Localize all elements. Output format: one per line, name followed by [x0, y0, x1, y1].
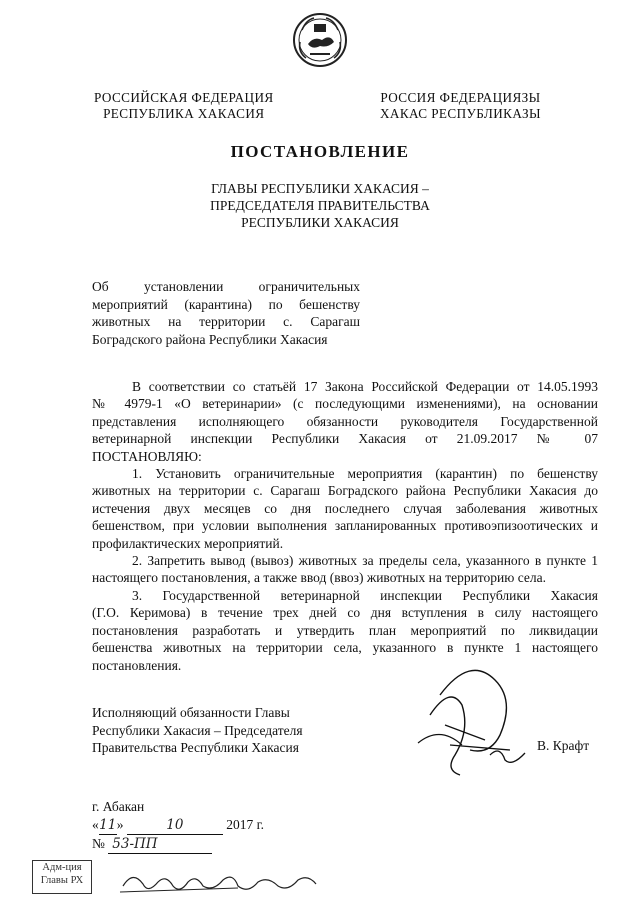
- stamp-line-1: Адм-ция: [42, 862, 82, 873]
- document-body: [92, 378, 598, 674]
- item3-line-3: постановления разработать и утвердить план мероприятий по ликвидации: [92, 622, 598, 638]
- signatory-position-line-1: Исполняющий обязанности Главы: [92, 705, 290, 720]
- preamble-line-3: представления исполняющего обязанности руководителя Государственной: [92, 413, 598, 429]
- preamble-line-4: ветеринарной инспекции Республики Хакасия от 21.09.2017 № 07: [92, 431, 598, 447]
- item3-line-5: постановления.: [92, 657, 182, 673]
- item3-line-4: бешенства животных на территории села, указанного в пункте 1 настоящего: [92, 640, 598, 656]
- subject-line-2: мероприятий (карантина) по бешенству: [92, 296, 360, 312]
- header-right: [380, 90, 541, 122]
- signatory-position-line-2: Республики Хакасия – Председателя: [92, 722, 303, 738]
- stamp-line-2: Главы РХ: [40, 875, 84, 886]
- signatory-name: В. Крафт: [537, 738, 590, 753]
- item1-line-2: животных на территории с. Сарагаш Боградского района Республики Хакасия до: [92, 483, 598, 499]
- subject-line-4: Боградского района Республики Хакасия: [92, 331, 328, 347]
- document-subject: [92, 278, 360, 348]
- header-left-line-2: РЕСПУБЛИКА ХАКАСИЯ: [103, 106, 265, 121]
- preamble-line-1: В соответствии со статьёй 17 Закона Российской Федерации от 14.05.1993: [132, 379, 598, 394]
- number-label: №: [92, 836, 105, 851]
- subject-line-1: Об установлении ограничительных: [92, 279, 360, 294]
- item3-line-2: (Г.О. Керимова) в течение трех дней со дня вступления в силу настоящего: [92, 605, 598, 621]
- item1-line-3: истечения двух месяцев со дня последнего случая заболевания животных: [92, 500, 598, 516]
- item2-line-1: 2. Запретить вывод (вывоз) животных за пределы села, указанного в пункте 1: [132, 553, 598, 569]
- date-month: 10: [127, 816, 223, 835]
- subtitle-line-2: ПРЕДСЕДАТЕЛЯ ПРАВИТЕЛЬСТВА: [210, 198, 430, 213]
- item2-line-2: настоящего постановления, а также ввод (ввоз) животных на территорию села.: [92, 570, 546, 586]
- republic-khakassia-emblem-icon: [292, 12, 348, 68]
- item1-line-4: бешенством, при условии выполнения запланированных противоэпизоотических и: [92, 518, 598, 534]
- date-year: 2017 г.: [226, 817, 265, 832]
- date-line: «11» 10 2017 г.: [92, 817, 265, 833]
- header-right-line-2: ХАКАС РЕСПУБЛИКАЗЫ: [380, 106, 541, 121]
- signatory-position: [92, 704, 303, 757]
- registration-stamp: [32, 860, 92, 894]
- subtitle-line-3: РЕСПУБЛИКИ ХАКАСИЯ: [241, 215, 399, 230]
- subject-line-3: животных на территории с. Сарагаш: [92, 314, 360, 329]
- document-number: 53-ПП: [108, 835, 212, 854]
- header-left-line-1: РОССИЙСКАЯ ФЕДЕРАЦИЯ: [94, 90, 274, 105]
- preamble-line-2: № 4979-1 «О ветеринарии» (с последующими изменениями), на основании: [92, 396, 598, 412]
- preamble-line-5: ПОСТАНОВЛЯЮ:: [92, 448, 202, 464]
- date-day: 11: [99, 817, 117, 833]
- handwritten-registration-mark: [118, 868, 328, 898]
- number-line: [92, 835, 264, 854]
- document-subtitle: [0, 180, 640, 231]
- item1-line-1: 1. Установить ограничительные мероприятия (карантин) по бешенству: [132, 466, 598, 482]
- header-left: [94, 90, 274, 122]
- subtitle-line-1: ГЛАВЫ РЕСПУБЛИКИ ХАКАСИЯ –: [211, 181, 429, 196]
- city: г. Абакан: [92, 799, 145, 814]
- header-right-line-1: РОССИЯ ФЕДЕРАЦИЯЗЫ: [380, 90, 541, 105]
- place-and-date: [92, 798, 264, 854]
- item1-line-5: профилактических мероприятий.: [92, 535, 284, 551]
- document-title: ПОСТАНОВЛЕНИЕ: [230, 142, 410, 161]
- item3-line-1: 3. Государственной ветеринарной инспекции Республики Хакасия: [132, 587, 598, 603]
- handwritten-signature: [400, 655, 540, 785]
- signatory-position-line-3: Правительства Республики Хакасия: [92, 740, 299, 755]
